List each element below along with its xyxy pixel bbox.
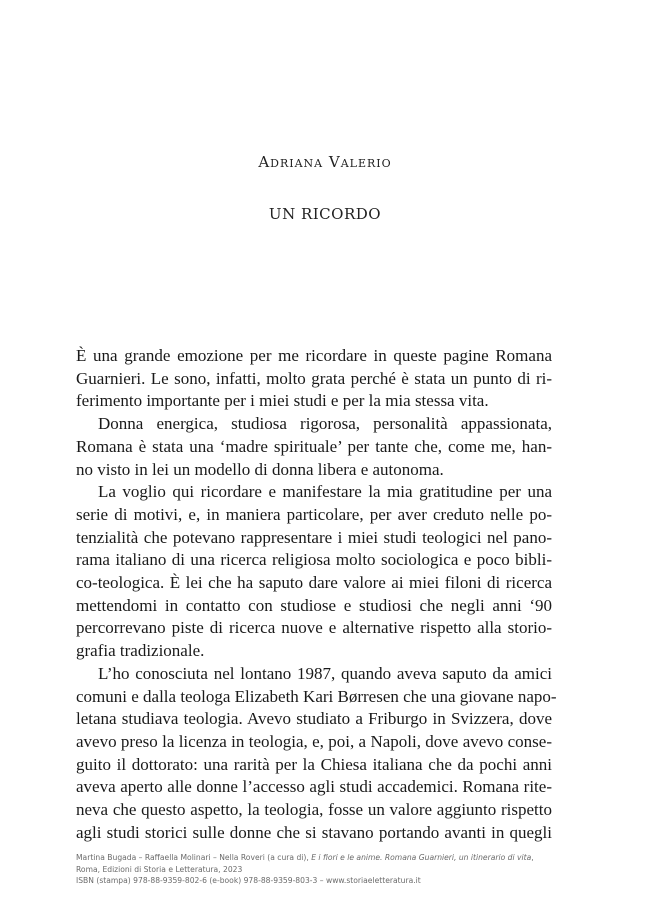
text-line: co-teologica. È lei che ha saputo dare valore ai miei filoni di ricerca — [76, 573, 552, 593]
text-line: La voglio qui ricordare e manifestare la mia gratitudine per una — [98, 482, 552, 502]
text-line: Romana è stata una ‘madre spirituale’ per tante che, come me, han- — [76, 436, 552, 456]
text-line: agli studi storici sulle donne che si stavano portando avanti in quegli — [76, 822, 552, 842]
text-line: avevo preso la licenza in teologia, e, poi, a Napoli, dove avevo conse- — [76, 731, 552, 751]
text-line: percorrevano piste di ricerca nuove e alternative rispetto alla storio- — [76, 618, 552, 638]
text-line: grafia tradizionale. — [76, 641, 205, 661]
text-line: serie di motivi, e, in maniera particolare, per aver creduto nelle po- — [76, 504, 552, 524]
citation-footer — [76, 852, 576, 887]
paragraph-3 — [76, 481, 552, 663]
text-line: letana studiava teologia. Avevo studiato a Friburgo in Svizzera, dove — [76, 709, 552, 729]
text-line: mettendomi in contatto con studiose e studiosi che negli anni ‘90 — [76, 595, 552, 615]
text-line: È una grande emozione per me ricordare in queste pagine Romana — [76, 346, 552, 365]
text-line: rama italiano di una ricerca religiosa molto sociologica e poco bibli- — [76, 550, 552, 570]
text-line: no visto in lei un modello di donna libera e autonoma. — [76, 459, 444, 479]
text-line: neva che questo aspetto, la teologia, fosse un valore aggiunto rispetto — [76, 800, 552, 820]
text-line: Guarnieri. Le sono, infatti, molto grata perché è stata un punto di ri- — [76, 368, 552, 388]
text-line: L’ho conosciuta nel lontano 1987, quando aveva saputo da amici — [98, 663, 552, 683]
citation-authors: Martina Bugada – Raffaella Molinari – Nella Roveri (a cura di), — [76, 853, 312, 862]
citation-isbn: ISBN (stampa) 978-88-9359-802-6 (e-book) 978-88-9359-803-3 – www.storiaeletteratura.it — [76, 876, 421, 886]
text-line: tenzialità che potevano rappresentare i miei studi teologici nel pano- — [76, 527, 552, 547]
citation-publisher: Roma, Edizioni di Storia e Letteratura, 2023 — [76, 864, 243, 874]
body-text — [76, 345, 557, 844]
chapter-author: Adriana Valerio — [258, 153, 392, 171]
paragraph-4 — [76, 663, 557, 845]
text-line: guito il dottorato: una rarità per la Chiesa italiana che da pochi anni — [76, 754, 552, 774]
text-line: ferimento importante per i miei studi e per la mia stessa vita. — [76, 391, 489, 411]
text-line: aveva aperto alle donne l’accesso agli studi accademici. Romana rite- — [76, 777, 552, 797]
paragraph-2 — [76, 413, 552, 481]
paragraph-1 — [76, 345, 552, 413]
citation-comma: , — [531, 853, 534, 862]
citation-book-title: E i fiori e le anime. Romana Guarnieri, un itinerario di vita — [311, 853, 532, 862]
text-line: comuni e dalla teologa Elizabeth Kari Børresen che una giovane napo- — [76, 686, 557, 706]
text-line: Donna energica, studiosa rigorosa, personalità appassionata, — [98, 414, 552, 434]
chapter-title: UN RICORDO — [268, 205, 382, 223]
citation-line-1 — [76, 852, 576, 864]
